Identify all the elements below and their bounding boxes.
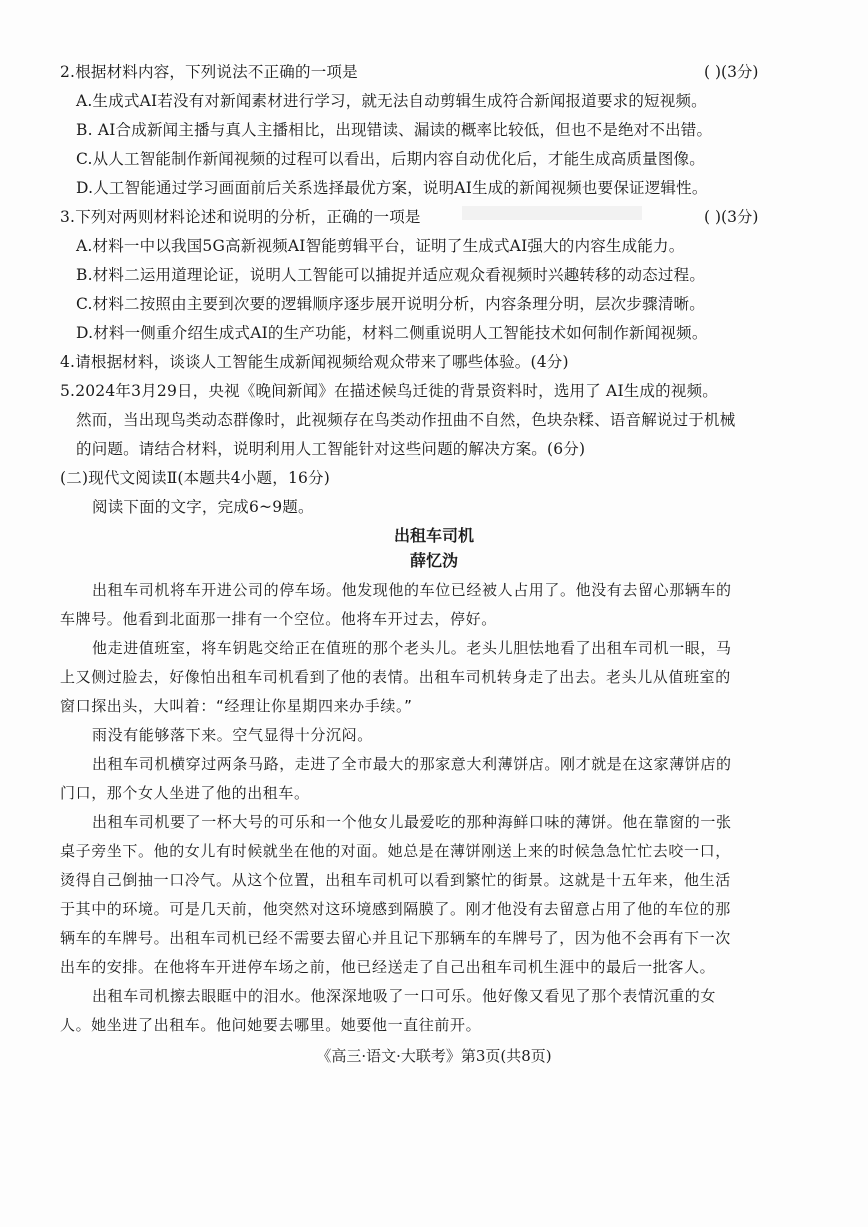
question-5-line-1: 5.2024年3月29日，央视《晚间新闻》在描述候鸟迁徙的背景资料时，选用了 AI生成的视频。 <box>60 382 718 400</box>
story-line: 出车的安排。在他将车开进停车场之前，他已经送走了自己出租车司机生涯中的最后一批客人。 <box>60 958 716 976</box>
question-3-option-b: B.材料二运用道理论证，说明人工智能可以捕捉并适应观众看视频时兴趣转移的动态过程。 <box>76 266 706 284</box>
question-3-option-d: D.材料一侧重介绍生成式AI的生产功能，材料二侧重说明人工智能技术如何制作新闻视频。 <box>76 324 708 342</box>
section-heading: (二)现代文阅读Ⅱ(本题共4小题，16分) <box>60 469 331 487</box>
question-4: 4.请根据材料，谈谈人工智能生成新闻视频给观众带来了哪些体验。(4分) <box>60 353 569 371</box>
story-line: 雨没有能够落下来。空气显得十分沉闷。 <box>92 726 373 744</box>
story-line: 出租车司机横穿过两条马路，走进了全市最大的那家意大利薄饼店。刚才就是在这家薄饼店的 <box>92 755 732 773</box>
question-3-option-c: C.材料二按照由主要到次要的逻辑顺序逐步展开说明分析，内容条理分明，层次步骤清晰。 <box>76 295 705 313</box>
story-author: 薛忆沩 <box>409 551 458 570</box>
story-line: 于其中的环境。可是几天前，他突然对这环境感到隔膜了。刚才他没有去留意占用了他的车位的那 <box>60 900 731 918</box>
story-line: 窗口探出头，大叫着：“经理让你星期四来办手续。” <box>60 697 413 715</box>
story-line: 辆车的车牌号。出租车司机已经不需要去留心并且记下那辆车的车牌号了，因为他不会再有下一次 <box>60 929 731 947</box>
question-5-line-2: 然而，当出现鸟类动态群像时，此视频存在鸟类动作扭曲不自然，色块杂糅、语音解说过于机械 <box>76 411 736 429</box>
question-2-option-a: A.生成式AI若没有对新闻素材进行学习，就无法自动剪辑生成符合新闻报道要求的短视频。 <box>76 92 707 110</box>
question-3-option-a: A.材料一中以我国5G高新视频AI智能剪辑平台，证明了生成式AI强大的内容生成能力。 <box>76 237 685 255</box>
story-line: 出租车司机将车开进公司的停车场。他发现他的车位已经被人占用了。他没有去留心那辆车的 <box>92 581 732 599</box>
question-3-score: ( )(3分) <box>704 208 759 226</box>
story-line: 上又侧过脸去，好像怕出租车司机看到了他的表情。出租车司机转身走了出去。老头儿从值班室的 <box>60 668 731 686</box>
story-line: 人。她坐进了出租车。他问她要去哪里。她要他一直往前开。 <box>60 1016 482 1034</box>
page-footer: 《高三·语文·大联考》第3页(共8页) <box>316 1047 552 1065</box>
story-line: 桌子旁坐下。他的女儿有时候就坐在他的对面。她总是在薄饼刚送上来的时候急急忙忙去咬一口， <box>60 842 731 860</box>
question-2-option-d: D.人工智能通过学习画面前后关系选择最优方案，说明AI生成的新闻视频也要保证逻辑性。 <box>76 179 708 197</box>
question-2-option-c: C.从人工智能制作新闻视频的过程可以看出，后期内容自动优化后，才能生成高质量图像。 <box>76 150 705 168</box>
scan-smudge <box>462 206 642 220</box>
question-3-stem: 3.下列对两则材料论述和说明的分析，正确的一项是 <box>60 208 421 226</box>
question-2-option-b: B. AI合成新闻主播与真人主播相比，出现错读、漏读的概率比较低，但也不是绝对不出错。 <box>76 121 713 139</box>
story-title: 出租车司机 <box>393 526 474 545</box>
story-line: 出租车司机要了一杯大号的可乐和一个他女儿最爱吃的那种海鲜口味的薄饼。他在靠窗的一张 <box>92 813 732 831</box>
story-line: 出租车司机擦去眼眶中的泪水。他深深地吸了一口可乐。他好像又看见了那个表情沉重的女 <box>92 987 717 1005</box>
story-line: 门口，那个女人坐进了他的出租车。 <box>60 784 310 802</box>
question-5-line-3: 的问题。请结合材料，说明利用人工智能针对这些问题的解决方案。(6分) <box>76 440 586 458</box>
question-2-stem: 2.根据材料内容，下列说法不正确的一项是 <box>60 63 358 81</box>
section-instruction: 阅读下面的文字，完成6~9题。 <box>92 498 314 516</box>
question-2-score: ( )(3分) <box>704 63 759 81</box>
story-line: 烫得自己倒抽一口冷气。从这个位置，出租车司机可以看到繁忙的街景。这就是十五年来，他生活 <box>60 871 731 889</box>
story-line: 他走进值班室，将车钥匙交给正在值班的那个老头儿。老头儿胆怯地看了出租车司机一眼，马 <box>92 639 732 657</box>
story-line: 车牌号。他看到北面那一排有一个空位。他将车开过去，停好。 <box>60 610 497 628</box>
